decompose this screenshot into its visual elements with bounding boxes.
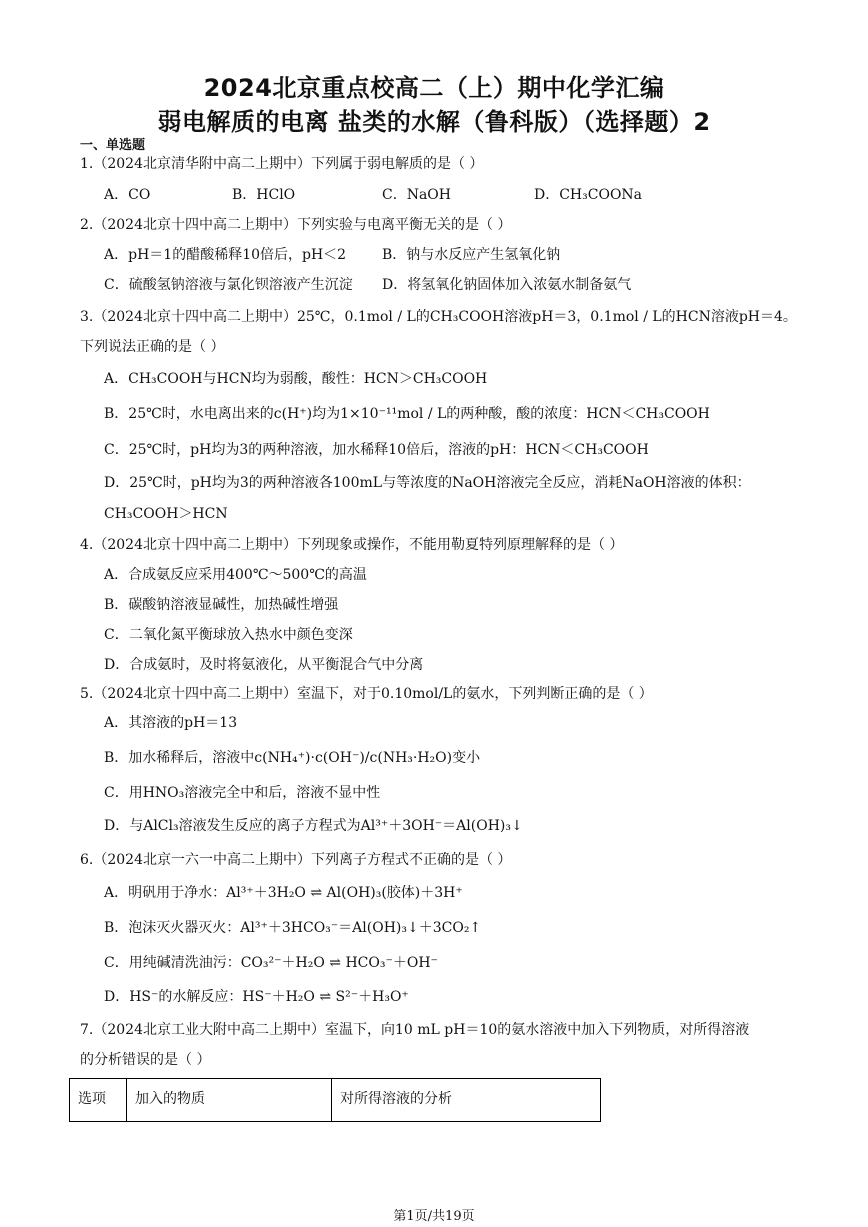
- question-2-option-d: D．将氢氧化钠固体加入浓氨水制备氨气: [382, 277, 632, 293]
- section-heading: 一、单选题: [80, 138, 146, 153]
- question-2-option-c: C．硫酸氢钠溶液与氯化钡溶液产生沉淀: [104, 277, 353, 293]
- question-1-option-a: A．CO: [104, 187, 151, 203]
- question-4-option-b: B．碳酸钠溶液显碱性，加热碱性增强: [104, 597, 339, 613]
- question-5-option-d: D．与AlCl₃溶液发生反应的离子方程式为Al³⁺＋3OH⁻＝Al(OH)₃↓: [104, 818, 523, 834]
- question-2-stem: 2.（2024北京十四中高二上期中）下列实验与电离平衡无关的是（ ）: [80, 217, 512, 233]
- question-6-stem: 6.（2024北京一六一中高二上期中）下列离子方程式不正确的是（ ）: [80, 852, 512, 868]
- question-3-option-a: A．CH₃COOH与HCN均为弱酸，酸性：HCN＞CH₃COOH: [104, 371, 488, 387]
- question-2-option-a: A．pH＝1的醋酸稀释10倍后，pH＜2: [104, 247, 347, 263]
- question-5-option-c: C．用HNO₃溶液完全中和后，溶液不显中性: [104, 785, 381, 801]
- question-1-option-d: D．CH₃COONa: [534, 187, 643, 203]
- question-3-option-c: C．25℃时，pH均为3的两种溶液，加水稀释10倍后，溶液的pH：HCN＜CH₃COOH: [104, 442, 649, 458]
- question-3-option-b: B．25℃时，水电离出来的c(H⁺)均为1×10⁻¹¹mol / L的两种酸，酸的浓度：HCN＜CH₃COOH: [104, 406, 710, 422]
- question-4-option-d: D．合成氨时，及时将氨液化，从平衡混合气中分离: [104, 657, 424, 673]
- question-5-stem: 5.（2024北京十四中高二上期中）室温下，对于0.10mol/L的氨水，下列判断正确的是（ ）: [80, 686, 653, 702]
- table-header-analysis: 对所得溶液的分析: [332, 1079, 601, 1122]
- question-3-option-d-continued: CH₃COOH＞HCN: [104, 506, 228, 522]
- page-title: 2024北京重点校高二（上）期中化学汇编: [203, 74, 665, 102]
- question-7-table: [69, 1078, 601, 1122]
- page-footer: 第1页/共19页: [393, 1209, 475, 1224]
- question-3-stem: 3.（2024北京十四中高二上期中）25℃，0.1mol / L的CH₃COOH溶液pH＝3，0.1mol / L的HCN溶液pH＝4。: [80, 309, 797, 325]
- question-3-stem-continued: 下列说法正确的是（ ）: [80, 339, 225, 355]
- question-6-option-b: B．泡沫灭火器灭火：Al³⁺＋3HCO₃⁻＝Al(OH)₃↓＋3CO₂↑: [104, 920, 482, 936]
- question-6-option-c: C．用纯碱清洗油污：CO₃²⁻＋H₂O ⇌ HCO₃⁻＋OH⁻: [104, 955, 438, 971]
- question-6-option-d: D．HS⁻的水解反应：HS⁻＋H₂O ⇌ S²⁻＋H₃O⁺: [104, 989, 409, 1005]
- question-1-option-c: C．NaOH: [382, 187, 451, 203]
- question-7-stem-continued: 的分析错误的是（ ）: [80, 1052, 211, 1068]
- question-1-stem: 1.（2024北京清华附中高二上期中）下列属于弱电解质的是（ ）: [80, 156, 484, 172]
- question-6-option-a: A．明矾用于净水：Al³⁺＋3H₂O ⇌ Al(OH)₃(胶体)＋3H⁺: [104, 885, 463, 901]
- question-2-option-b: B．钠与水反应产生氢氧化钠: [382, 247, 561, 263]
- page-subtitle: 弱电解质的电离 盐类的水解（鲁科版）（选择题）2: [157, 108, 711, 136]
- question-5-option-a: A．其溶液的pH＝13: [104, 715, 238, 731]
- question-4-option-a: A．合成氨反应采用400℃～500℃的高温: [104, 567, 367, 583]
- question-4-option-c: C．二氧化氮平衡球放入热水中颜色变深: [104, 627, 353, 643]
- table-header-added-substance: 加入的物质: [127, 1079, 332, 1122]
- question-3-option-d: D．25℃时，pH均为3的两种溶液各100mL与等浓度的NaOH溶液完全反应，消耗NaOH溶液的体积：: [104, 475, 751, 491]
- table-header-option: 选项: [70, 1079, 127, 1122]
- question-4-stem: 4.（2024北京十四中高二上期中）下列现象或操作，不能用勒夏特列原理解释的是（ ）: [80, 537, 624, 553]
- question-5-option-b: B．加水稀释后，溶液中c(NH₄⁺)·c(OH⁻)/c(NH₃·H₂O)变小: [104, 750, 481, 766]
- question-1-option-b: B．HClO: [232, 187, 296, 203]
- question-7-stem: 7.（2024北京工业大附中高二上期中）室温下，向10 mL pH＝10的氨水溶液中加入下列物质，对所得溶液: [80, 1022, 750, 1038]
- table-header-row: [70, 1079, 601, 1122]
